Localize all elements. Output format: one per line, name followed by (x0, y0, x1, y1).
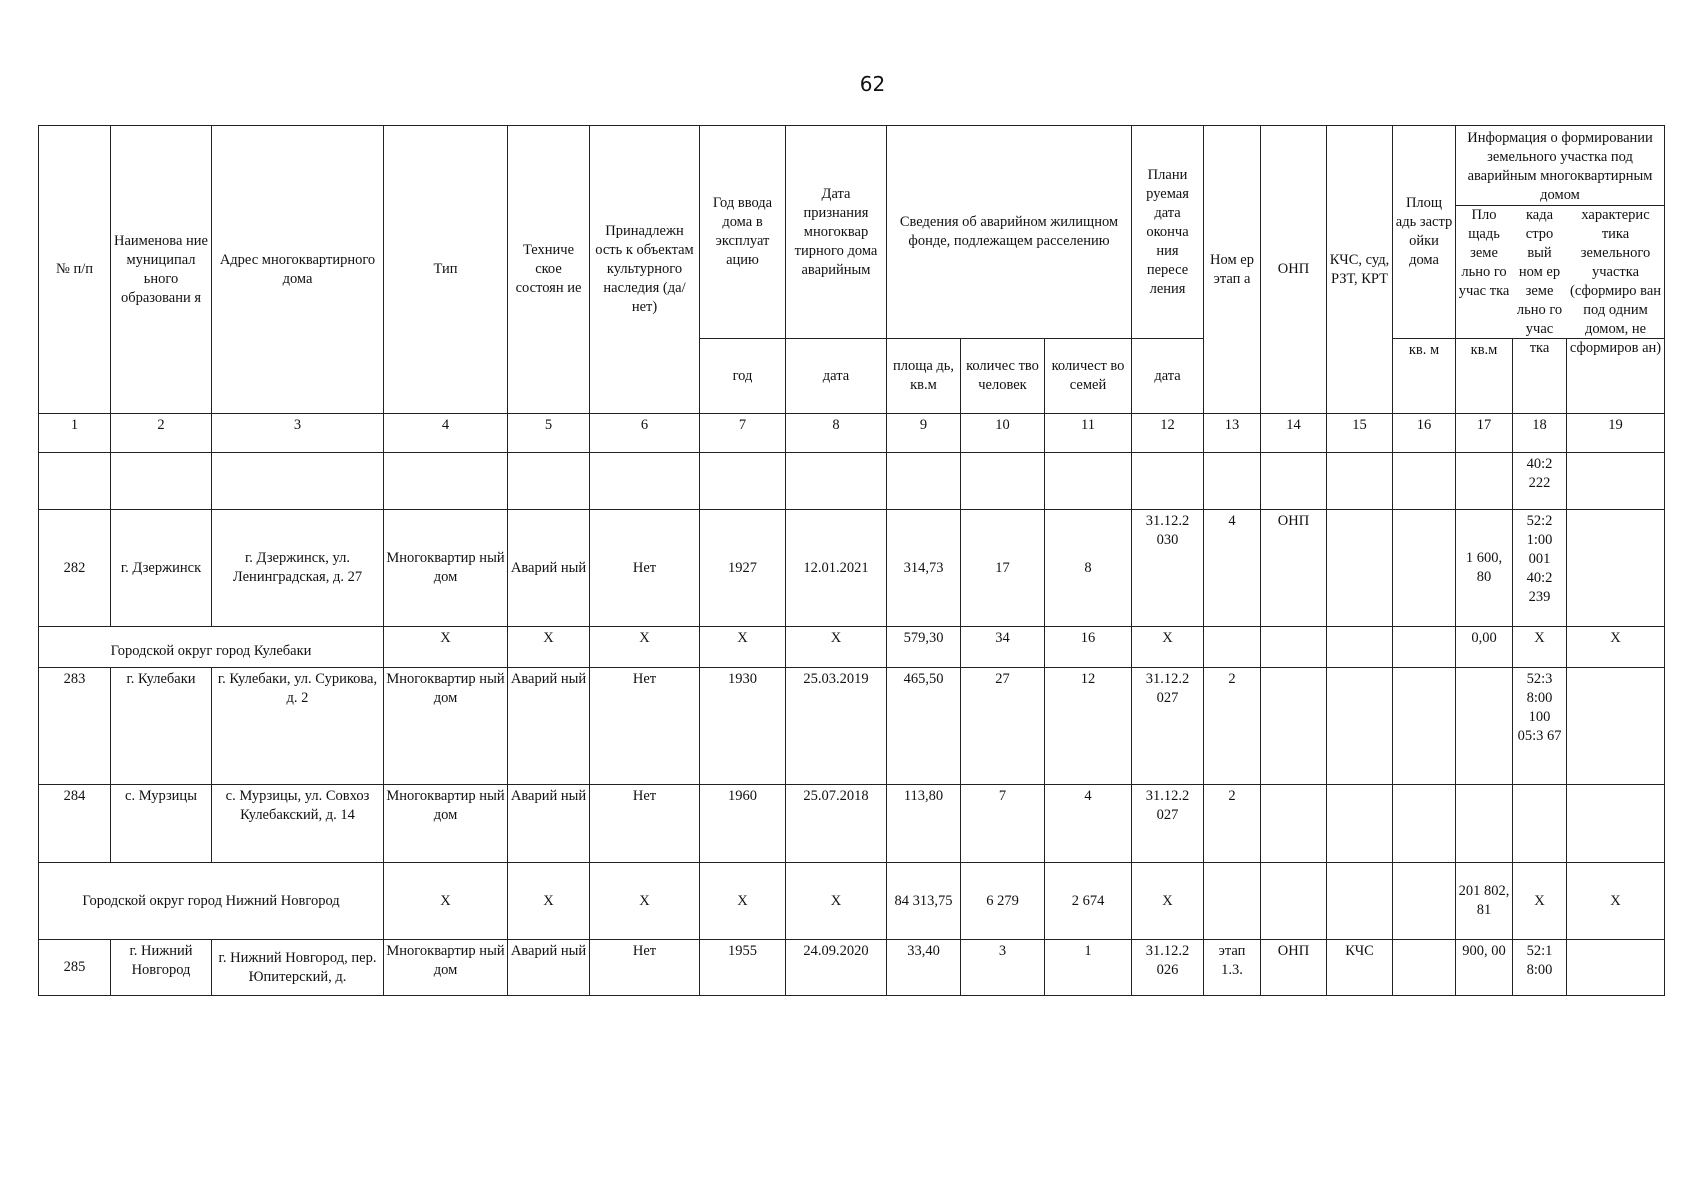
column-number: 3 (212, 414, 384, 453)
cell-stage: 4 (1204, 510, 1261, 627)
column-number: 9 (887, 414, 961, 453)
cell-heritage: Нет (590, 940, 700, 996)
group-date: X (786, 627, 887, 668)
header-tech-state: Техниче ское состоян ие (508, 126, 590, 414)
subheader-land-char (1567, 207, 1665, 414)
subheader-planned-date: дата (1132, 339, 1204, 414)
group-land-area: 201 802, 81 (1456, 863, 1513, 940)
cell-families: 12 (1045, 668, 1132, 785)
cell-people: 7 (961, 785, 1045, 863)
cell-municipality: с. Мурзицы (111, 785, 212, 863)
header-land-area: Пло щадь земе льно го учас тка (1458, 207, 1510, 299)
group-land-area: 0,00 (1456, 627, 1513, 668)
cell-date: 25.07.2018 (786, 785, 887, 863)
cell-num: 285 (39, 940, 111, 996)
cell-stage: 2 (1204, 785, 1261, 863)
column-number: 19 (1567, 414, 1665, 453)
column-number: 7 (700, 414, 786, 453)
subheader-land-area (1456, 207, 1513, 414)
group-land-char: X (1567, 627, 1665, 668)
column-number: 1 (39, 414, 111, 453)
cell-municipality: г. Кулебаки (111, 668, 212, 785)
subheader-families: количест во семей (1045, 339, 1132, 414)
cell-address: г. Кулебаки, ул. Сурикова, д. 2 (212, 668, 384, 785)
subheader-area: площа дь, кв.м (887, 339, 961, 414)
cell-year: 1955 (700, 940, 786, 996)
cell-type: Многоквартир ный дом (384, 510, 508, 627)
group-land-char: X (1567, 863, 1665, 940)
header-onp: ОНП (1261, 126, 1327, 414)
cell-state: Аварий ный (508, 785, 590, 863)
column-number: 10 (961, 414, 1045, 453)
group-area: 84 313,75 (887, 863, 961, 940)
cell-heritage: Нет (590, 668, 700, 785)
subheader-build-area-unit: кв. м (1393, 339, 1456, 414)
header-heritage: Принадлежн ость к объектам культурного наследия (да/нет) (590, 126, 700, 414)
cell-onp: ОНП (1261, 940, 1327, 996)
group-name: Городской округ город Нижний Новгород (39, 863, 384, 940)
cell-area: 113,80 (887, 785, 961, 863)
group-area: 579,30 (887, 627, 961, 668)
group-cadastre: X (1513, 863, 1567, 940)
header-municipality: Наименова ние муниципал ьного образовани я (111, 126, 212, 414)
cell-address: г. Нижний Новгород, пер. Юпитерский, д. (212, 940, 384, 996)
page-number: 62 (859, 72, 886, 96)
header-type: Тип (384, 126, 508, 414)
cell-people: 3 (961, 940, 1045, 996)
cell-cadastre: 52:1 8:00 (1513, 940, 1567, 996)
header-land-char: характерис тика земельного участка (сформиро ван под одним домом, не сформиров ан) (1569, 207, 1662, 356)
emergency-housing-table (38, 125, 1665, 996)
cell-state: Аварий ный (508, 940, 590, 996)
cell-state: Аварий ный (508, 510, 590, 627)
header-resettlement-info: Сведения об аварийном жилищном фонде, подлежащем расселению (887, 126, 1132, 339)
cell-kchs (1327, 510, 1393, 627)
cell-families: 1 (1045, 940, 1132, 996)
cell-year: 1960 (700, 785, 786, 863)
cell-type: Многоквартир ный дом (384, 785, 508, 863)
cell-num: 282 (39, 510, 111, 627)
cell-type: Многоквартир ный дом (384, 668, 508, 785)
group-type: X (384, 627, 508, 668)
group-people: 6 279 (961, 863, 1045, 940)
cell-cadastre: 52:3 8:00 100 05:3 67 (1513, 668, 1567, 785)
cell-state: Аварий ный (508, 668, 590, 785)
cell-kchs: КЧС (1327, 940, 1393, 996)
column-number: 14 (1261, 414, 1327, 453)
cell-area: 465,50 (887, 668, 961, 785)
group-heritage: X (590, 627, 700, 668)
group-date: X (786, 863, 887, 940)
subheader-land-area-unit: кв.м (1470, 342, 1498, 358)
subheader-date: дата (786, 339, 887, 414)
header-land-info: Информация о формировании земельного участка под аварийным многоквартирным домом (1456, 126, 1664, 206)
cell-land-char (1567, 510, 1665, 627)
header-build-area: Площ адь застр ойки дома (1393, 126, 1456, 339)
cell-area: 314,73 (887, 510, 961, 627)
group-state: X (508, 627, 590, 668)
cell-date: 12.01.2021 (786, 510, 887, 627)
header-stage: Ном ер этап а (1204, 126, 1261, 414)
header-year-built: Год ввода дома в эксплуат ацию (700, 126, 786, 339)
cell-municipality: г. Нижний Новгород (111, 940, 212, 996)
column-number: 12 (1132, 414, 1204, 453)
subheader-year: год (700, 339, 786, 414)
cell-num: 284 (39, 785, 111, 863)
column-number: 15 (1327, 414, 1393, 453)
group-name: Городской округ город Кулебаки (39, 627, 384, 668)
cell-cadastre: 52:2 1:00 001 40:2 239 (1513, 510, 1567, 627)
column-number: 17 (1456, 414, 1513, 453)
group-cadastre: X (1513, 627, 1567, 668)
cell-land-area: 900, 00 (1456, 940, 1513, 996)
cell-planned-date: 31.12.2 030 (1132, 510, 1204, 627)
header-address: Адрес многоквартирного дома (212, 126, 384, 414)
group-year: X (700, 627, 786, 668)
column-number: 6 (590, 414, 700, 453)
header-kchs: КЧС, суд, РЗТ, КРТ (1327, 126, 1393, 414)
cell-heritage: Нет (590, 510, 700, 627)
column-number: 11 (1045, 414, 1132, 453)
cell-planned-date: 31.12.2 027 (1132, 785, 1204, 863)
column-number: 5 (508, 414, 590, 453)
cell-land-area: 1 600, 80 (1456, 510, 1513, 627)
cell-onp: ОНП (1261, 510, 1327, 627)
group-planned-date: X (1132, 863, 1204, 940)
column-number: 8 (786, 414, 887, 453)
cell-people: 27 (961, 668, 1045, 785)
group-row (39, 627, 1665, 668)
column-number: 4 (384, 414, 508, 453)
cell-stage: этап 1.3. (1204, 940, 1261, 996)
cell-num: 283 (39, 668, 111, 785)
table-row (39, 510, 1665, 627)
table-row (39, 940, 1665, 996)
cell-build-area (1393, 510, 1456, 627)
header-planned-date: Плани руемая дата оконча ния пересе ления (1132, 126, 1204, 339)
header-cadastre: када стро вый ном ер земе льно го учас тка (1516, 207, 1563, 356)
group-people: 34 (961, 627, 1045, 668)
group-planned-date: X (1132, 627, 1204, 668)
table-row-continuation (39, 453, 1665, 510)
header-row-main (39, 126, 1665, 339)
column-number: 16 (1393, 414, 1456, 453)
cell-address: с. Мурзицы, ул. Совхоз Кулебакский, д. 14 (212, 785, 384, 863)
cell-families: 8 (1045, 510, 1132, 627)
header-emergency-date: Дата признания многоквар тирного дома аварийным (786, 126, 887, 339)
group-type: X (384, 863, 508, 940)
cell-date: 24.09.2020 (786, 940, 887, 996)
column-number: 18 (1513, 414, 1567, 453)
subheader-cadastre (1513, 207, 1567, 414)
group-families: 16 (1045, 627, 1132, 668)
column-number-row (39, 414, 1665, 453)
group-heritage: X (590, 863, 700, 940)
cell-planned-date: 31.12.2 027 (1132, 668, 1204, 785)
group-row (39, 863, 1665, 940)
cell-cadastre: 40:2 222 (1513, 453, 1567, 510)
cell-families: 4 (1045, 785, 1132, 863)
cell-stage: 2 (1204, 668, 1261, 785)
cell-address: г. Дзержинск, ул. Ленинградская, д. 27 (212, 510, 384, 627)
table-row (39, 668, 1665, 785)
group-families: 2 674 (1045, 863, 1132, 940)
cell-people: 17 (961, 510, 1045, 627)
table-row (39, 785, 1665, 863)
cell-planned-date: 31.12.2 026 (1132, 940, 1204, 996)
column-number: 2 (111, 414, 212, 453)
cell-municipality: г. Дзержинск (111, 510, 212, 627)
cell-year: 1930 (700, 668, 786, 785)
cell-type: Многоквартир ный дом (384, 940, 508, 996)
column-number: 13 (1204, 414, 1261, 453)
cell-area: 33,40 (887, 940, 961, 996)
cell-date: 25.03.2019 (786, 668, 887, 785)
subheader-people: количес тво человек (961, 339, 1045, 414)
group-state: X (508, 863, 590, 940)
header-num: № п/п (39, 126, 111, 414)
cell-heritage: Нет (590, 785, 700, 863)
cell-year: 1927 (700, 510, 786, 627)
group-year: X (700, 863, 786, 940)
